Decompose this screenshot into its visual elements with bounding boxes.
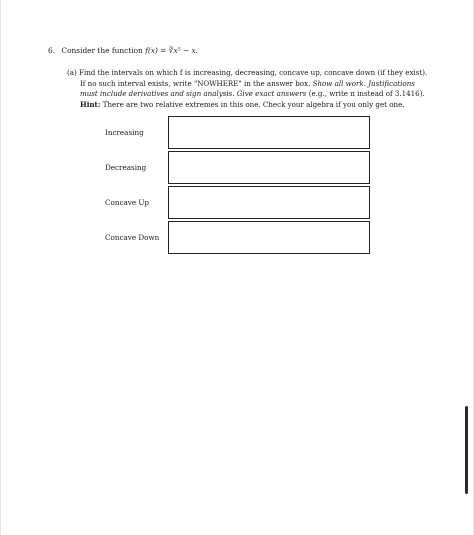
function-expression: f(x) = ∛x⁵ − x.	[145, 46, 198, 55]
question-prompt: Consider the function	[61, 46, 143, 55]
part-a-line-2	[67, 79, 427, 90]
part-a-line-3	[67, 89, 427, 100]
answer-row-concave-up	[105, 186, 369, 221]
answer-label-concave-down: Concave Down	[105, 233, 160, 242]
part-a-line-2-italic: Show all work. Justifications	[312, 78, 415, 88]
answer-row-decreasing	[105, 151, 369, 186]
vertical-scrollbar[interactable]	[465, 406, 468, 494]
answer-row-increasing	[105, 116, 369, 151]
answer-box-concave-down[interactable]	[168, 221, 370, 254]
answer-box-concave-up[interactable]	[168, 186, 370, 219]
answer-label-concave-up: Concave Up	[105, 198, 150, 207]
answer-label-decreasing: Decreasing	[105, 163, 147, 172]
part-a-line-3-text: (e.g., write π instead of 3.1416).	[308, 89, 425, 99]
part-a	[67, 68, 427, 110]
answer-row-concave-down	[105, 221, 369, 256]
answer-label-increasing: Increasing	[105, 128, 144, 137]
answer-table	[105, 116, 369, 256]
hint-line	[67, 100, 427, 111]
part-a-line-2-text: If no such interval exists, write "NOWHERE" in the answer box.	[80, 78, 311, 88]
hint-text: There are two relative extremes in this one. Check your algebra if you only get one.	[102, 99, 405, 109]
part-a-line-3-italic: must include derivatives and sign analysis. Give exact answers	[80, 89, 307, 99]
part-a-line-1: (a) Find the intervals on which f is increasing, decreasing, concave up, concave down (if they exist).	[67, 68, 428, 77]
question-6	[48, 46, 198, 56]
hint-label: Hint:	[80, 99, 101, 109]
answer-box-decreasing[interactable]	[168, 151, 370, 184]
answer-box-increasing[interactable]	[168, 116, 370, 149]
question-number: 6.	[48, 46, 56, 55]
